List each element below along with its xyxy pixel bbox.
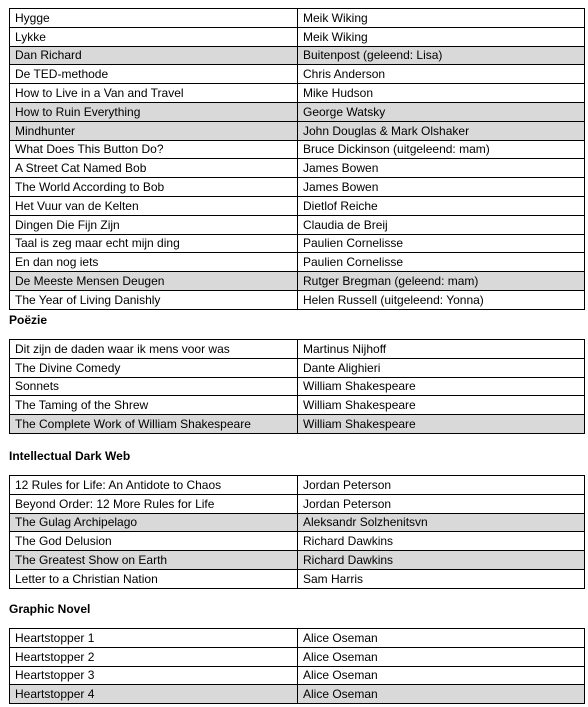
table-row bbox=[10, 215, 585, 234]
book-title-cell: The God Delusion bbox=[10, 532, 298, 551]
book-title-cell: Letter to a Christian Nation bbox=[10, 569, 298, 588]
book-author-cell: Dante Alighieri bbox=[298, 358, 585, 377]
book-author-cell: Dietlof Reiche bbox=[298, 196, 585, 215]
table-row bbox=[10, 159, 585, 178]
book-table-general bbox=[9, 8, 585, 310]
book-title-cell: 12 Rules for Life: An Antidote to Chaos bbox=[10, 476, 298, 495]
table-row bbox=[10, 358, 585, 377]
book-author-cell: Paulien Cornelisse bbox=[298, 234, 585, 253]
table-row bbox=[10, 396, 585, 415]
book-title-cell: The Taming of the Shrew bbox=[10, 396, 298, 415]
table-row bbox=[10, 494, 585, 513]
section-heading-poetry: Poëzie bbox=[9, 313, 48, 327]
section-heading-intellectual-dark-web: Intellectual Dark Web bbox=[9, 449, 131, 463]
section-heading-graphic-novel: Graphic Novel bbox=[9, 602, 91, 616]
book-title-cell: De TED-methode bbox=[10, 65, 298, 84]
book-author-cell: Mike Hudson bbox=[298, 84, 585, 103]
book-author-cell: Jordan Peterson bbox=[298, 476, 585, 495]
book-author-cell: Richard Dawkins bbox=[298, 551, 585, 570]
book-author-cell: William Shakespeare bbox=[298, 415, 585, 434]
table-row bbox=[10, 9, 585, 28]
book-author-cell: James Bowen bbox=[298, 178, 585, 197]
book-title-cell: Dit zijn de daden waar ik mens voor was bbox=[10, 340, 298, 359]
table-row bbox=[10, 121, 585, 140]
book-author-cell: Sam Harris bbox=[298, 569, 585, 588]
table-row bbox=[10, 253, 585, 272]
table-row bbox=[10, 65, 585, 84]
book-title-cell: En dan nog iets bbox=[10, 253, 298, 272]
book-title-cell: The Greatest Show on Earth bbox=[10, 551, 298, 570]
book-author-cell: Bruce Dickinson (uitgeleend: mam) bbox=[298, 140, 585, 159]
book-author-cell: Alice Oseman bbox=[298, 666, 585, 685]
book-author-cell: George Watsky bbox=[298, 102, 585, 121]
book-author-cell: James Bowen bbox=[298, 159, 585, 178]
book-title-cell: Het Vuur van de Kelten bbox=[10, 196, 298, 215]
book-title-cell: Lykke bbox=[10, 27, 298, 46]
table-row bbox=[10, 569, 585, 588]
table-row bbox=[10, 685, 585, 704]
table-row bbox=[10, 476, 585, 495]
book-title-cell: Sonnets bbox=[10, 377, 298, 396]
table-row bbox=[10, 513, 585, 532]
table-row bbox=[10, 27, 585, 46]
book-title-cell: Dan Richard bbox=[10, 46, 298, 65]
book-author-cell: Alice Oseman bbox=[298, 647, 585, 666]
table-row bbox=[10, 84, 585, 103]
book-title-cell: De Meeste Mensen Deugen bbox=[10, 272, 298, 291]
book-author-cell: William Shakespeare bbox=[298, 396, 585, 415]
book-title-cell: The World According to Bob bbox=[10, 178, 298, 197]
book-title-cell: The Complete Work of William Shakespeare bbox=[10, 415, 298, 434]
book-title-cell: Hygge bbox=[10, 9, 298, 28]
table-row bbox=[10, 290, 585, 309]
book-author-cell: Rutger Bregman (geleend: mam) bbox=[298, 272, 585, 291]
table-row bbox=[10, 234, 585, 253]
book-title-cell: The Gulag Archipelago bbox=[10, 513, 298, 532]
book-author-cell: Jordan Peterson bbox=[298, 494, 585, 513]
book-author-cell: John Douglas & Mark Olshaker bbox=[298, 121, 585, 140]
book-title-cell: Heartstopper 3 bbox=[10, 666, 298, 685]
book-title-cell: Dingen Die Fijn Zijn bbox=[10, 215, 298, 234]
book-author-cell: Meik Wiking bbox=[298, 27, 585, 46]
book-author-cell: Martinus Nijhoff bbox=[298, 340, 585, 359]
book-author-cell: Paulien Cornelisse bbox=[298, 253, 585, 272]
table-row bbox=[10, 551, 585, 570]
table-row bbox=[10, 647, 585, 666]
book-title-cell: The Year of Living Danishly bbox=[10, 290, 298, 309]
book-title-cell: Heartstopper 1 bbox=[10, 629, 298, 648]
table-row bbox=[10, 272, 585, 291]
book-title-cell: A Street Cat Named Bob bbox=[10, 159, 298, 178]
book-author-cell: Alice Oseman bbox=[298, 685, 585, 704]
book-title-cell: How to Live in a Van and Travel bbox=[10, 84, 298, 103]
table-row bbox=[10, 629, 585, 648]
book-table-poetry bbox=[9, 339, 585, 434]
table-row bbox=[10, 178, 585, 197]
table-row bbox=[10, 666, 585, 685]
book-title-cell: Beyond Order: 12 More Rules for Life bbox=[10, 494, 298, 513]
table-row bbox=[10, 532, 585, 551]
book-title-cell: The Divine Comedy bbox=[10, 358, 298, 377]
book-author-cell: William Shakespeare bbox=[298, 377, 585, 396]
book-title-cell: Heartstopper 2 bbox=[10, 647, 298, 666]
book-author-cell: Aleksandr Solzhenitsvn bbox=[298, 513, 585, 532]
book-title-cell: Taal is zeg maar echt mijn ding bbox=[10, 234, 298, 253]
table-row bbox=[10, 415, 585, 434]
book-author-cell: Richard Dawkins bbox=[298, 532, 585, 551]
table-row bbox=[10, 102, 585, 121]
book-author-cell: Alice Oseman bbox=[298, 629, 585, 648]
book-table-intellectual-dark-web bbox=[9, 475, 585, 589]
table-row bbox=[10, 46, 585, 65]
book-author-cell: Helen Russell (uitgeleend: Yonna) bbox=[298, 290, 585, 309]
table-row bbox=[10, 377, 585, 396]
table-row bbox=[10, 196, 585, 215]
book-title-cell: What Does This Button Do? bbox=[10, 140, 298, 159]
book-title-cell: Mindhunter bbox=[10, 121, 298, 140]
book-table-graphic-novel bbox=[9, 628, 585, 704]
book-title-cell: How to Ruin Everything bbox=[10, 102, 298, 121]
table-row bbox=[10, 340, 585, 359]
book-title-cell: Heartstopper 4 bbox=[10, 685, 298, 704]
table-row bbox=[10, 140, 585, 159]
book-author-cell: Claudia de Breij bbox=[298, 215, 585, 234]
book-author-cell: Chris Anderson bbox=[298, 65, 585, 84]
book-author-cell: Buitenpost (geleend: Lisa) bbox=[298, 46, 585, 65]
book-author-cell: Meik Wiking bbox=[298, 9, 585, 28]
